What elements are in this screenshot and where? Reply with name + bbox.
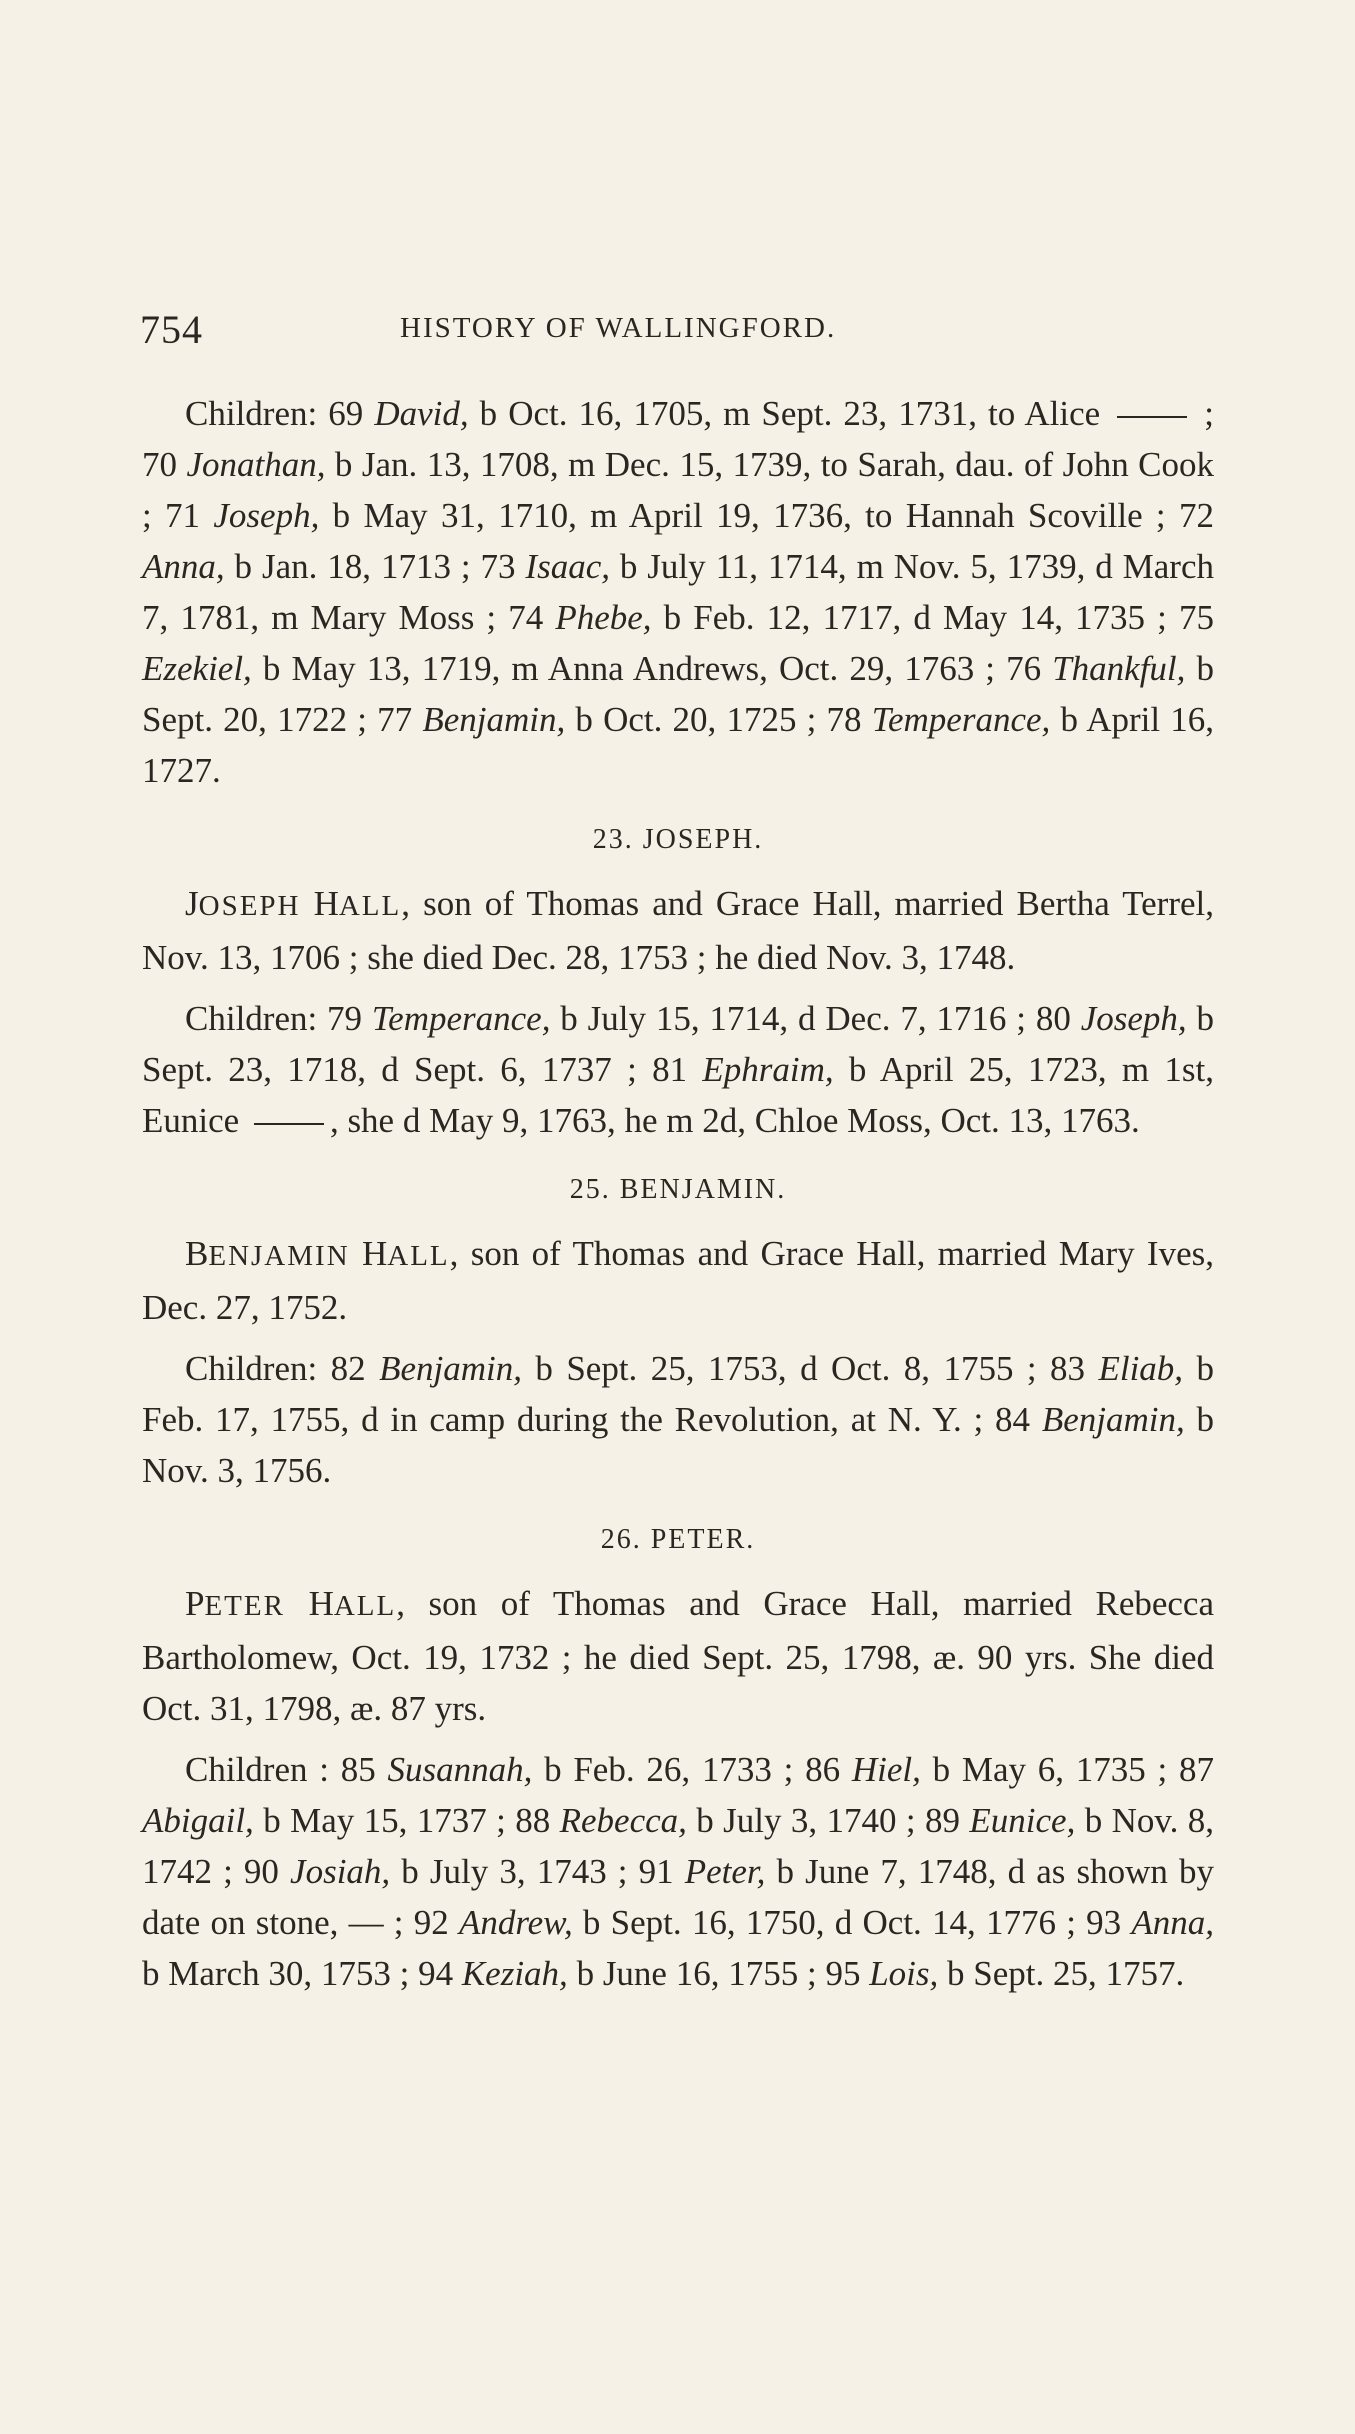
child-details: b Feb. 17, 1755, d in camp during the Revolution, at N. Y. ; 84 (142, 1349, 1214, 1439)
child-details: b Oct. 16, 1705, m Sept. 23, 1731, to Alice (468, 394, 1112, 433)
body-text (142, 388, 1214, 1999)
child-name: Abigail, (142, 1801, 254, 1840)
child-name: Ezekiel, (142, 649, 252, 688)
child-details: b Jan. 18, 1713 ; 73 (224, 547, 526, 586)
child-details: b May 13, 1719, m Anna Andrews, Oct. 29, 1763 ; 76 (251, 649, 1053, 688)
child-name: Joseph, (213, 496, 320, 535)
name-initial: H (361, 1234, 388, 1273)
child-name: Susannah, (387, 1750, 533, 1789)
child-details: b July 3, 1743 ; 91 (390, 1852, 685, 1891)
child-name: Benjamin, (1041, 1400, 1185, 1439)
children-paragraph-23 (142, 993, 1214, 1146)
child-name: Keziah, (461, 1954, 568, 1993)
page-number: 754 (140, 307, 203, 352)
child-details: b Sept. 25, 1757. (938, 1954, 1185, 1993)
children-lead: Children: 69 (185, 394, 375, 433)
child-name: Andrew, (458, 1903, 573, 1942)
child-name: Temperance, (371, 999, 551, 1038)
child-name: Benjamin, (422, 700, 566, 739)
child-details: b Sept. 16, 1750, d Oct. 14, 1776 ; 93 (572, 1903, 1132, 1942)
section-heading-23: 23. JOSEPH. (592, 824, 764, 855)
children-lead: Children : 85 (185, 1750, 388, 1789)
child-details: b Oct. 20, 1725 ; 78 (565, 700, 872, 739)
bio-paragraph-25 (142, 1228, 1214, 1333)
child-details: b Sept. 20, 1722 ; 77 (142, 649, 1214, 739)
bio-text: , son of Thomas and Grace Hall, married Rebecca Bartholomew, Oct. 19, 1732 ; he died Sept. 25, 1798, æ. 90 yrs. She died Oct. 31, 1798, æ. 87 yrs. (142, 1584, 1215, 1728)
child-details: b Nov. 8, 1742 ; 90 (142, 1801, 1214, 1891)
child-name: Hiel, (851, 1750, 921, 1789)
blank-dash (1117, 416, 1187, 418)
child-details: b June 7, 1748, d as shown by date on stone, — ; 92 (142, 1852, 1214, 1942)
section-heading-26: 26. PETER. (600, 1524, 756, 1555)
child-name: Eunice, (969, 1801, 1076, 1840)
name-smallcaps: ENJAMIN (208, 1240, 350, 1272)
child-name: Jonathan, (186, 445, 326, 484)
child-details: b Nov. 3, 1756. (142, 1400, 1214, 1490)
child-name: Eliab, (1098, 1349, 1184, 1388)
child-name: Lois, (869, 1954, 939, 1993)
child-name: Anna, (1131, 1903, 1214, 1942)
child-name: Temperance, (871, 700, 1051, 739)
child-details: b April 16, 1727. (142, 700, 1215, 790)
child-details: b July 11, 1714, m Nov. 5, 1739, d March 7, 1781, m Mary Moss ; 74 (142, 547, 1214, 637)
child-name: David, (374, 394, 469, 433)
child-details: b Feb. 12, 1717, d May 14, 1735 ; 75 (651, 598, 1214, 637)
children-lead: Children: 79 (185, 999, 372, 1038)
child-details: ; 70 (142, 394, 1214, 484)
name-initial: H (313, 884, 339, 923)
name-smallcaps: ALL (338, 890, 402, 922)
bio-paragraph-23 (142, 878, 1214, 983)
child-name: Ephraim, (702, 1050, 834, 1089)
child-details: b May 15, 1737 ; 88 (253, 1801, 560, 1840)
child-name: Josiah, (290, 1852, 391, 1891)
name-initial: B (185, 1234, 209, 1273)
child-details: , she d May 9, 1763, he m 2d, Chloe Moss, Oct. 13, 1763. (329, 1101, 1140, 1140)
child-name: Thankful, (1052, 649, 1186, 688)
name-smallcaps: ALL (333, 1590, 397, 1622)
child-details: b May 6, 1735 ; 87 (920, 1750, 1214, 1789)
child-name: Benjamin, (379, 1349, 522, 1388)
children-paragraph-25 (142, 1343, 1214, 1496)
bio-text: , son of Thomas and Grace Hall, married Mary Ives, Dec. 27, 1752. (142, 1234, 1214, 1327)
child-name: Rebecca, (559, 1801, 687, 1840)
name-initial: J (185, 884, 199, 923)
section-heading-25: 25. BENJAMIN. (569, 1174, 787, 1205)
child-details: b June 16, 1755 ; 95 (567, 1954, 870, 1993)
child-details: b Sept. 23, 1718, d Sept. 6, 1737 ; 81 (142, 999, 1214, 1089)
name-smallcaps: OSEPH (198, 890, 301, 922)
name-initial: H (308, 1584, 334, 1623)
child-name: Isaac, (525, 547, 610, 586)
child-details: b July 3, 1740 ; 89 (686, 1801, 970, 1840)
child-name: Anna, (142, 547, 225, 586)
child-details: b Jan. 13, 1708, m Dec. 15, 1739, to Sarah, dau. of John Cook ; 71 (142, 445, 1215, 535)
blank-dash (254, 1123, 324, 1125)
children-paragraph-intro (142, 388, 1214, 796)
running-head (140, 306, 1215, 356)
child-name: Peter, (684, 1852, 766, 1891)
child-details: b Feb. 26, 1733 ; 86 (532, 1750, 852, 1789)
name-initial: P (185, 1584, 205, 1623)
name-smallcaps: ALL (387, 1240, 450, 1272)
child-details: b May 31, 1710, m April 19, 1736, to Hannah Scoville ; 72 (319, 496, 1214, 535)
bio-paragraph-26 (142, 1578, 1214, 1734)
child-details: b March 30, 1753 ; 94 (142, 1954, 462, 1993)
children-paragraph-26 (142, 1744, 1214, 1999)
child-name: Joseph, (1080, 999, 1187, 1038)
child-details: b July 15, 1714, d Dec. 7, 1716 ; 80 (550, 999, 1081, 1038)
running-title: HISTORY OF WALLINGFORD. (400, 312, 837, 344)
child-details: b Sept. 25, 1753, d Oct. 8, 1755 ; 83 (521, 1349, 1099, 1388)
child-name: Phebe, (555, 598, 652, 637)
child-details: b April 25, 1723, m 1st, Eunice (142, 1050, 1214, 1140)
bio-text: , son of Thomas and Grace Hall, married Bertha Terrel, Nov. 13, 1706 ; she died Dec. 28, 1753 ; he died Nov. 3, 1748. (142, 884, 1215, 977)
name-smallcaps: ETER (204, 1590, 285, 1622)
children-lead: Children: 82 (185, 1349, 380, 1388)
